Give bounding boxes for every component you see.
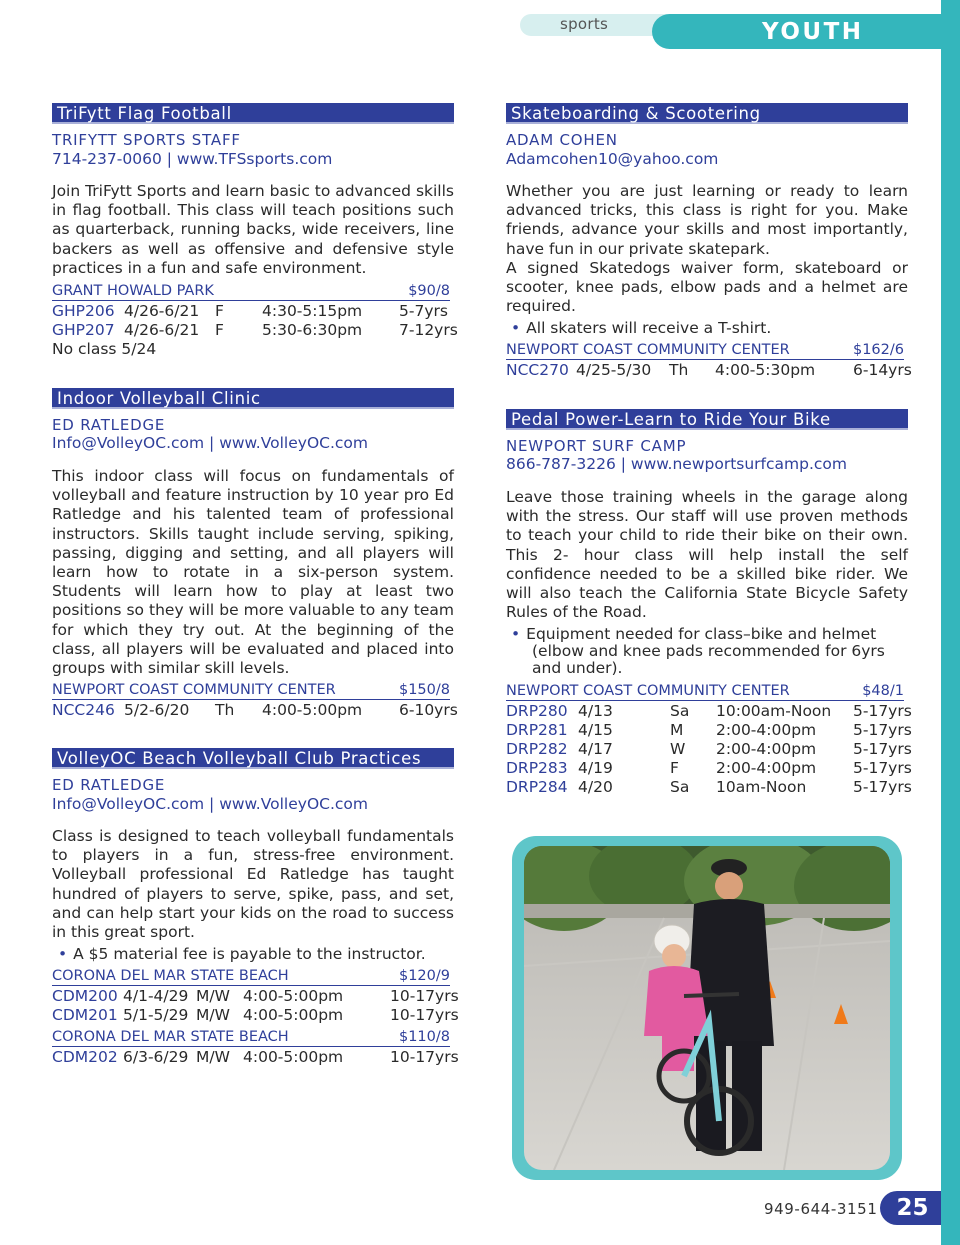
class-code[interactable]: DRP284: [506, 778, 568, 796]
location-fee: $150/8: [398, 682, 450, 698]
class-dates: 4/25-5/30: [576, 361, 652, 379]
pedal-power-bullet-cont-1: (elbow and knee pads recommended for 6yrs: [532, 642, 885, 660]
category-label: sports: [560, 15, 609, 33]
class-code[interactable]: NCC246: [52, 701, 115, 719]
class-time: 4:00-5:30pm: [715, 361, 816, 379]
class-time: 10:00am-Noon: [716, 702, 832, 720]
skateboarding-requirements: A signed Skatedogs waiver form, skateboard or scooter, knee pads, elbow pads and a helmet are required.: [506, 259, 908, 316]
beach-volleyball-email[interactable]: Info@VolleyOC.com: [52, 795, 205, 813]
bullet-mark: •: [58, 945, 68, 963]
flag-football-phone[interactable]: 714-237-0060: [52, 150, 162, 168]
class-ages: 10-17yrs: [390, 987, 459, 1005]
class-dates: 5/2-6/20: [124, 701, 190, 719]
class-row: [52, 987, 459, 1006]
pedal-power-title: Pedal Power-Learn to Ride Your Bike: [506, 409, 908, 430]
class-row: [52, 321, 458, 340]
beach-volleyball-location-row-2: [52, 1029, 450, 1047]
class-ages: 7-12yrs: [399, 321, 458, 339]
class-code[interactable]: CDM201: [52, 1006, 118, 1024]
class-row: [506, 759, 912, 778]
separator: |: [620, 455, 626, 473]
class-row: [506, 740, 912, 759]
class-ages: 5-17yrs: [853, 759, 912, 777]
bike-lesson-photo: [524, 846, 890, 1170]
beach-volleyball-location-row-1: [52, 968, 450, 986]
section-label: YOUTH: [762, 19, 864, 45]
class-day: Sa: [670, 702, 690, 720]
skateboarding-title: Skateboarding & Scootering: [506, 103, 908, 124]
beach-volleyball-instructor: ED RATLEDGE: [52, 776, 166, 794]
location-name: NEWPORT COAST COMMUNITY CENTER: [506, 683, 790, 699]
class-ages: 6-10yrs: [399, 701, 458, 719]
class-day: W: [670, 740, 686, 758]
class-time: 4:30-5:15pm: [262, 302, 363, 320]
pedal-power-bullet: [511, 626, 876, 644]
class-code[interactable]: NCC270: [506, 361, 569, 379]
class-dates: 4/1-4/29: [123, 987, 189, 1005]
volleyball-clinic-contact: [52, 434, 368, 452]
bullet-text: A $5 material fee is payable to the instructor.: [73, 945, 426, 963]
class-time: 4:00-5:00pm: [243, 987, 344, 1005]
class-day: Sa: [670, 778, 690, 796]
separator: |: [166, 150, 172, 168]
class-ages: 10-17yrs: [390, 1006, 459, 1024]
class-row: [52, 701, 458, 720]
class-dates: 4/20: [578, 778, 613, 796]
volleyball-clinic-title: Indoor Volleyball Clinic: [52, 388, 454, 409]
skateboarding-bullet: [511, 320, 771, 338]
skateboarding-email[interactable]: Adamcohen10@yahoo.com: [506, 150, 719, 168]
location-name: CORONA DEL MAR STATE BEACH: [52, 968, 289, 984]
class-day: M/W: [196, 1006, 230, 1024]
class-dates: 4/26-6/21: [124, 302, 200, 320]
class-code[interactable]: CDM202: [52, 1048, 118, 1066]
flag-football-title: TriFytt Flag Football: [52, 103, 454, 124]
class-code[interactable]: GHP206: [52, 302, 115, 320]
pedal-power-phone[interactable]: 866-787-3226: [506, 455, 616, 473]
location-name: CORONA DEL MAR STATE BEACH: [52, 1029, 289, 1045]
location-fee: $48/1: [862, 683, 904, 699]
right-accent-bar: [941, 0, 960, 1245]
beach-volleyball-bullet: [58, 946, 426, 964]
class-time: 4:00-5:00pm: [262, 701, 363, 719]
class-time: 5:30-6:30pm: [262, 321, 363, 339]
class-code[interactable]: CDM200: [52, 987, 118, 1005]
footer-phone: 949-644-3151: [764, 1200, 878, 1218]
class-day: F: [215, 321, 224, 339]
class-dates: 4/26-6/21: [124, 321, 200, 339]
separator: |: [209, 434, 215, 452]
flag-football-website[interactable]: www.TFSsports.com: [176, 150, 333, 168]
beach-volleyball-contact: [52, 795, 368, 813]
page-number: 25: [880, 1191, 941, 1225]
class-ages: 5-7yrs: [399, 302, 448, 320]
class-row: [52, 1006, 459, 1025]
location-fee: $110/8: [398, 1029, 450, 1045]
location-fee: $120/9: [398, 968, 450, 984]
class-time: 4:00-5:00pm: [243, 1048, 344, 1066]
class-row: [506, 778, 912, 797]
class-day: F: [215, 302, 224, 320]
class-day: M/W: [196, 987, 230, 1005]
location-fee: $90/8: [408, 283, 450, 299]
location-name: GRANT HOWALD PARK: [52, 283, 214, 299]
class-code[interactable]: DRP282: [506, 740, 568, 758]
pedal-power-location-row: [506, 683, 904, 701]
class-ages: 10-17yrs: [390, 1048, 459, 1066]
class-time: 2:00-4:00pm: [716, 740, 817, 758]
class-dates: 6/3-6/29: [123, 1048, 189, 1066]
class-row: [52, 302, 450, 321]
class-dates: 4/13: [578, 702, 613, 720]
class-day: Th: [669, 361, 689, 379]
class-row: [506, 361, 912, 380]
class-day: Th: [215, 701, 235, 719]
skateboarding-contact: [506, 150, 718, 168]
volleyball-clinic-location-row: [52, 682, 450, 700]
class-dates: 4/17: [578, 740, 613, 758]
class-ages: 5-17yrs: [853, 702, 912, 720]
flag-football-description: Join TriFytt Sports and learn basic to advanced skills in flag football. This class will teach positions such as quarterback, running backs, wide receivers, line backers as well as offensive and defensive style practices in a fun and safe environment.: [52, 182, 454, 277]
class-time: 4:00-5:00pm: [243, 1006, 344, 1024]
volleyball-clinic-email[interactable]: Info@VolleyOC.com: [52, 434, 205, 452]
class-row: [506, 702, 912, 721]
bullet-text: Equipment needed for class–bike and helmet: [526, 625, 877, 643]
volleyball-clinic-website[interactable]: www.VolleyOC.com: [219, 434, 368, 452]
pedal-power-instructor: NEWPORT SURF CAMP: [506, 437, 687, 455]
flag-football-location-row: [52, 283, 450, 301]
beach-volleyball-description: Class is designed to teach volleyball fundamentals to players in a fun, stress-free environment. Volleyball professional Ed Ratledge has taught hundred of players to serve, spike, pass, and set, and can help start your kids on the road to success in this great sport.: [52, 827, 454, 942]
pedal-power-website[interactable]: www.newportsurfcamp.com: [630, 455, 847, 473]
class-row: [506, 721, 912, 740]
section-tab: [652, 14, 941, 49]
class-row: [52, 1048, 459, 1067]
location-name: NEWPORT COAST COMMUNITY CENTER: [506, 342, 790, 358]
class-code[interactable]: DRP283: [506, 759, 568, 777]
class-ages: 6-14yrs: [853, 361, 912, 379]
pedal-power-description: Leave those training wheels in the garage along with the stress. Our staff will use proven methods to teach your child to ride their bike on their own. This 2- hour class will help install the self confidence needed to be a skilled bike rider. We will also teach the California State Bicycle Safety Rules of the Road.: [506, 488, 908, 622]
bullet-mark: •: [511, 625, 521, 643]
class-ages: 5-17yrs: [853, 721, 912, 739]
volleyball-clinic-description: This indoor class will focus on fundamentals of volleyball and feature instruction by 10 year pro Ed Ratledge and his talented team of professional instructors. Skills taught include serving, spiking, passing, digging and setting, and all players will learn how to rotate in a six-person system. Students will learn how to play at least two positions so they will be more valuable to any team for which they try out. At the beginning of the class, all players will be evaluated and placed into groups with similar skill levels.: [52, 467, 454, 678]
pedal-power-bullet-cont-2: and under).: [532, 659, 623, 677]
class-code[interactable]: DRP281: [506, 721, 568, 739]
class-day: M: [670, 721, 684, 739]
skateboarding-location-row: [506, 342, 904, 360]
flag-football-instructor: TRIFYTT SPORTS STAFF: [52, 131, 241, 149]
class-dates: 4/19: [578, 759, 613, 777]
class-dates: 4/15: [578, 721, 613, 739]
beach-volleyball-website[interactable]: www.VolleyOC.com: [219, 795, 368, 813]
class-dates: 5/1-5/29: [123, 1006, 189, 1024]
class-day: F: [670, 759, 679, 777]
pedal-power-contact: [506, 455, 847, 473]
class-time: 10am-Noon: [716, 778, 807, 796]
beach-volleyball-title: VolleyOC Beach Volleyball Club Practices: [52, 748, 454, 769]
flag-football-contact: [52, 150, 332, 168]
volleyball-clinic-instructor: ED RATLEDGE: [52, 416, 166, 434]
class-ages: 5-17yrs: [853, 740, 912, 758]
class-ages: 5-17yrs: [853, 778, 912, 796]
location-fee: $162/6: [852, 342, 904, 358]
class-time: 2:00-4:00pm: [716, 721, 817, 739]
bullet-text: All skaters will receive a T-shirt.: [526, 319, 772, 337]
location-name: NEWPORT COAST COMMUNITY CENTER: [52, 682, 336, 698]
class-day: M/W: [196, 1048, 230, 1066]
skateboarding-description: Whether you are just learning or ready to learn advanced tricks, this class is right for you. Make friends, advance your skills and most importantly, have fun in our private skatepark.: [506, 182, 908, 258]
bullet-mark: •: [511, 319, 521, 337]
separator: |: [209, 795, 215, 813]
class-code[interactable]: GHP207: [52, 321, 115, 339]
class-time: 2:00-4:00pm: [716, 759, 817, 777]
skateboarding-instructor: ADAM COHEN: [506, 131, 618, 149]
bike-lesson-illustration: [524, 846, 890, 1170]
flag-football-note: No class 5/24: [52, 340, 157, 358]
class-code[interactable]: DRP280: [506, 702, 568, 720]
